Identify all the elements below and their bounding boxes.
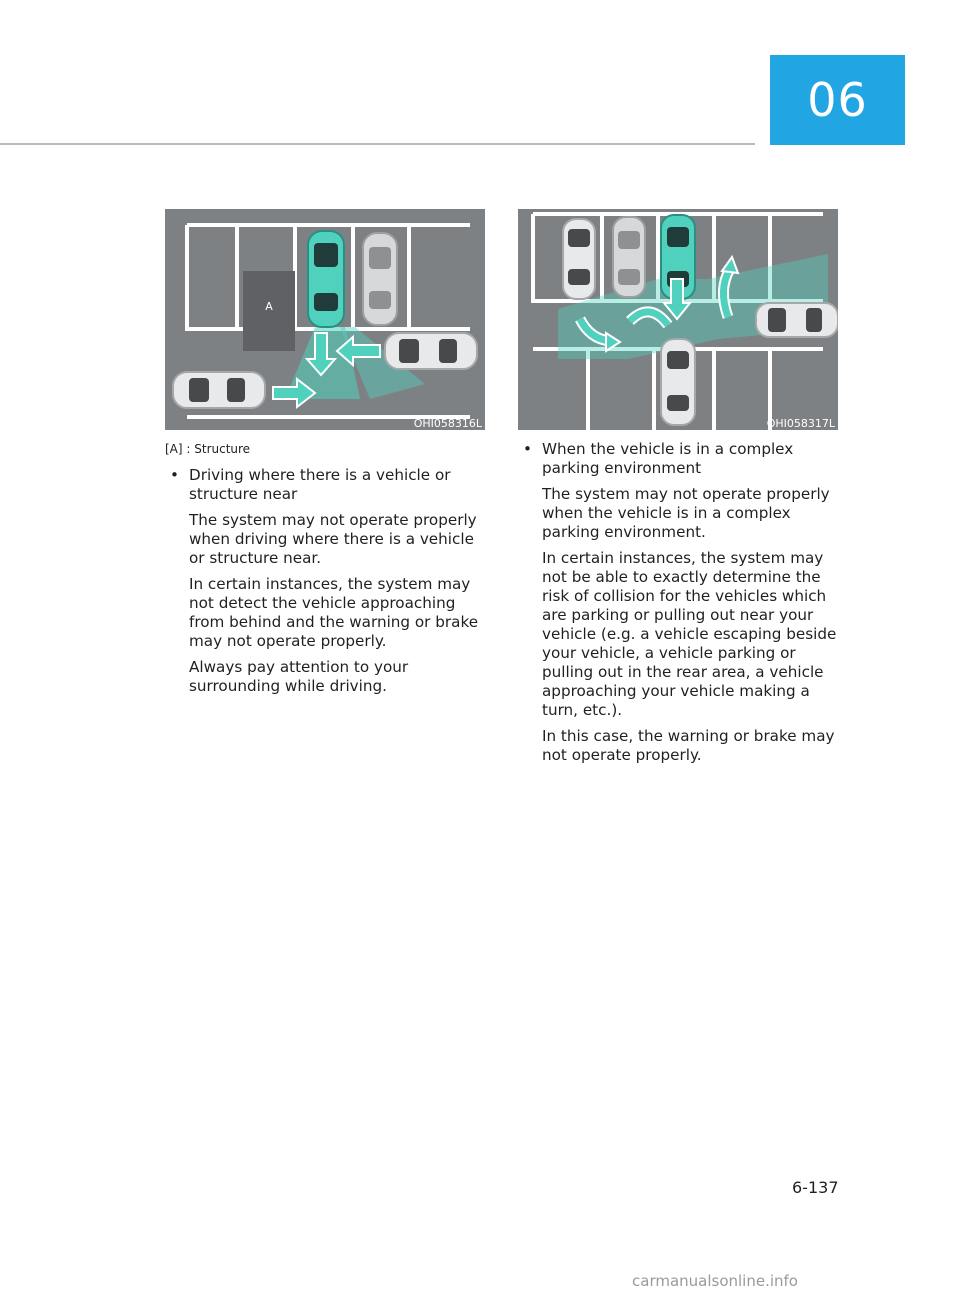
left-column — [170, 466, 490, 703]
paragraph: In this case, the warning or brake may not operate properly. — [542, 727, 835, 764]
chapter-tab: 06 — [770, 55, 905, 145]
paragraph: The system may not operate properly when driving where there is a vehicle or structure near. — [189, 511, 477, 567]
figure-structure-near — [165, 209, 485, 430]
figure-complex-parking — [518, 209, 838, 430]
header-rule — [0, 143, 755, 145]
figure-code: OHI058317L — [766, 417, 835, 430]
bullet-dot: • — [170, 466, 179, 484]
parking-diagram-complex — [518, 209, 838, 430]
bullet-dot: • — [523, 440, 532, 458]
watermark: carmanualsonline.info — [632, 1272, 798, 1290]
structure-label: A — [265, 300, 273, 313]
paragraph: The system may not operate properly when the vehicle is in a complex parking environment. — [542, 485, 830, 541]
bullet-heading: When the vehicle is in a complex parking environment — [542, 440, 794, 477]
figure-caption: [A] : Structure — [165, 442, 251, 456]
parking-diagram-structure — [165, 209, 485, 430]
page-number: 6-137 — [792, 1178, 839, 1197]
bullet-heading: Driving where there is a vehicle or structure near — [189, 466, 451, 503]
paragraph: In certain instances, the system may not be able to exactly determine the risk of collision for the vehicles which are parking or pulling out near your vehicle (e.g. a vehicle escaping beside your vehicle, a vehicle parking or pulling out in the rear area, a vehicle approaching your vehicle making a turn, etc.). — [542, 549, 837, 719]
figure-code: OHI058316L — [413, 417, 482, 430]
bullet-item — [523, 440, 843, 478]
right-column — [523, 440, 843, 772]
paragraph: Always pay attention to your surrounding while driving. — [189, 658, 409, 695]
paragraph: In certain instances, the system may not detect the vehicle approaching from behind and the warning or brake may not operate properly. — [189, 575, 479, 650]
bullet-item — [170, 466, 490, 504]
